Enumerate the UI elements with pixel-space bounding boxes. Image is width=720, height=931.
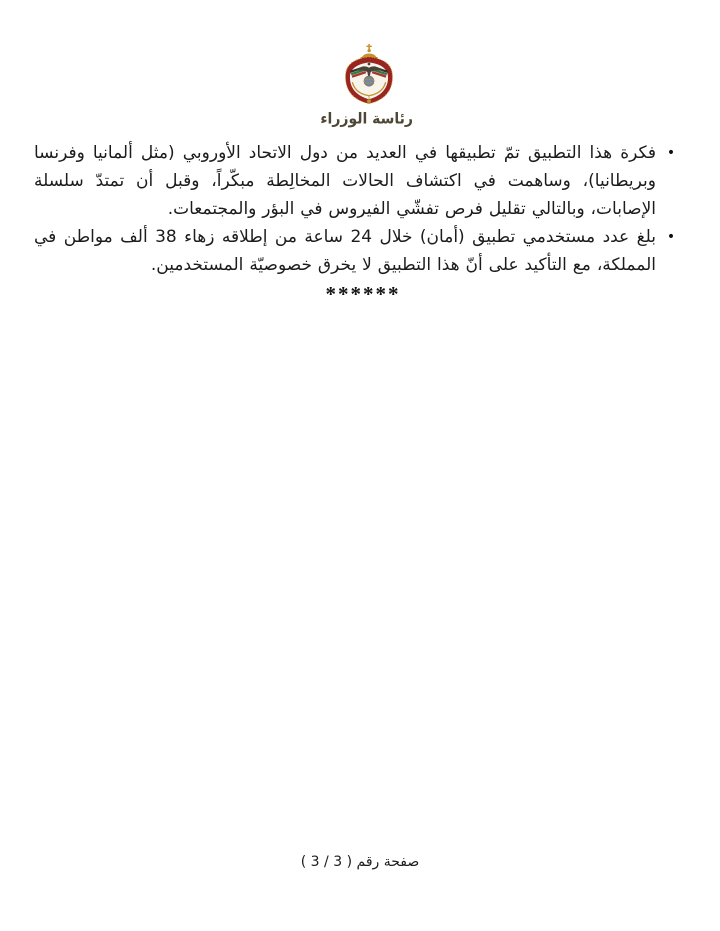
bullet-item-2 [34, 223, 686, 279]
bullet-marker: • [666, 145, 676, 161]
page-number: صفحة رقم ( 3 / 3 ) [300, 854, 420, 870]
bullet-marker: • [666, 229, 676, 245]
bullet-text-1: فكرة هذا التطبيق تمّ تطبيقها في العديد من دول الاتحاد الأوروبي (مثل ألمانيا وفرنسا وبريطانيا)، وساهمت في اكتشاف الحالات المخالِطة مبكّراً، وقبل أن تمتدّ سلسلة الإصابات، وبالتالي تقليل فرص تفشّي الفيروس في البؤر والمجتمعات. [34, 143, 656, 219]
bullet-text-2: بلغ عدد مستخدمي تطبيق (أمان) خلال 24 ساعة من إطلاقه زهاء 38 ألف مواطن في المملكة، مع التأكيد على أنّ هذا التطبيق لا يخرق خصوصيّة المستخدمين. [34, 227, 657, 275]
separator-asterisks: ****** [325, 282, 401, 306]
globe-icon [364, 76, 374, 86]
jordan-coat-of-arms-icon [329, 44, 409, 110]
body-content [34, 139, 686, 306]
emblem-block [320, 44, 413, 128]
emblem-caption: رئاسة الوزراء [320, 110, 413, 128]
bullet-item-1 [34, 139, 686, 223]
